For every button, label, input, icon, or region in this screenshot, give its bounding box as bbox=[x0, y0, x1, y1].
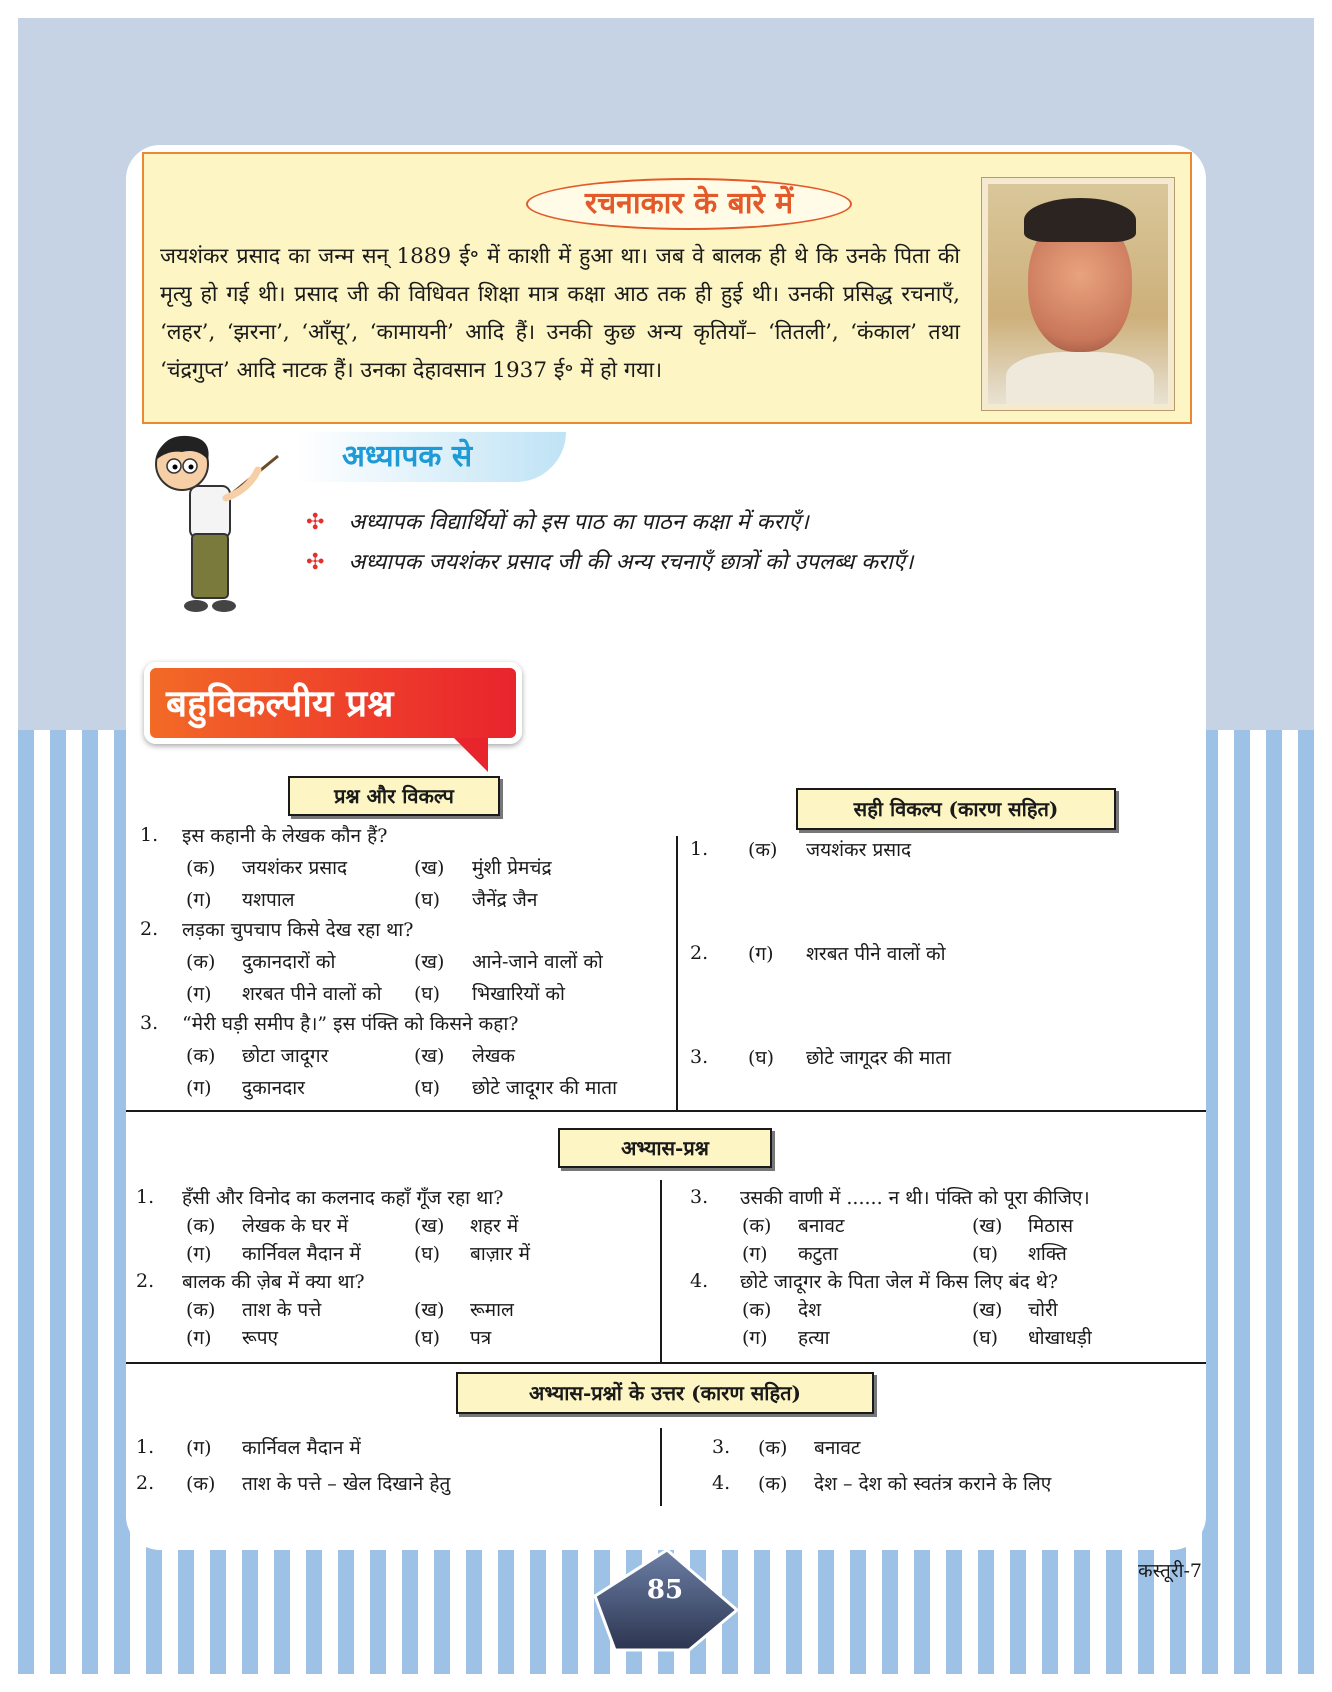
option-label: (क) bbox=[742, 1299, 772, 1321]
question-text: छोटे जादूगर के पिता जेल में किस लिए बंद थे? bbox=[740, 1271, 1059, 1293]
question-text: इस कहानी के लेखक कौन हैं? bbox=[182, 825, 388, 847]
question-text: उसकी वाणी में ...... न थी। पंक्ति को पूरा कीजिए। bbox=[740, 1187, 1090, 1209]
answer-option: (ग) bbox=[186, 1437, 212, 1459]
practice-label: अभ्यास-प्रश्न bbox=[558, 1128, 772, 1168]
option-text: कार्निवल मैदान में bbox=[242, 1243, 361, 1265]
question-text: बालक की ज़ेब में क्या था? bbox=[182, 1271, 365, 1293]
question-text: हँसी और विनोद का कलनाद कहाँ गूँज रहा था? bbox=[182, 1187, 504, 1209]
question-number: 2. bbox=[140, 918, 159, 940]
teacher-item bbox=[306, 546, 913, 576]
page-number-badge bbox=[593, 1548, 739, 1652]
answer-option: (क) bbox=[758, 1437, 788, 1459]
option-text: लेखक के घर में bbox=[242, 1215, 349, 1237]
option-label: (ग) bbox=[742, 1243, 768, 1265]
option-text: शहर में bbox=[470, 1215, 519, 1237]
teacher-heading: अध्यापक से bbox=[296, 432, 566, 482]
option-label: (क) bbox=[742, 1215, 772, 1237]
option-text: बाज़ार में bbox=[470, 1243, 530, 1265]
answer-number: 2. bbox=[690, 942, 709, 964]
option-text: शरबत पीने वालों को bbox=[242, 983, 382, 1005]
option-label: (घ) bbox=[414, 1243, 441, 1265]
answers-column-divider bbox=[660, 1428, 662, 1506]
option-label: (ख) bbox=[414, 1045, 445, 1067]
question-text: लड़का चुपचाप किसे देख रहा था? bbox=[182, 919, 414, 941]
answer-option: (घ) bbox=[748, 1047, 775, 1069]
answer-option: (ग) bbox=[748, 943, 774, 965]
question-number: 2. bbox=[136, 1270, 155, 1292]
portrait-hair bbox=[1024, 198, 1136, 242]
questions-label: प्रश्न और विकल्प bbox=[288, 776, 500, 816]
answer-text: ताश के पत्ते – खेल दिखाने हेतु bbox=[242, 1473, 451, 1495]
option-text: दुकानदार bbox=[242, 1077, 305, 1099]
option-text: हत्या bbox=[798, 1327, 830, 1349]
mcq-banner-tail bbox=[454, 738, 488, 772]
mcq-banner bbox=[134, 652, 534, 770]
practice-answers-label: अभ्यास-प्रश्नों के उत्तर (कारण सहित) bbox=[456, 1372, 874, 1414]
answer-number: 4. bbox=[712, 1472, 731, 1494]
option-text: धोखाधड़ी bbox=[1028, 1327, 1092, 1349]
section-divider bbox=[126, 1362, 1206, 1364]
question-number: 3. bbox=[690, 1186, 709, 1208]
answer-number: 3. bbox=[690, 1046, 709, 1068]
option-text: चोरी bbox=[1028, 1299, 1058, 1321]
option-label: (ख) bbox=[414, 857, 445, 879]
question-number: 3. bbox=[140, 1012, 159, 1034]
option-text: ताश के पत्ते bbox=[242, 1299, 322, 1321]
option-text: पत्र bbox=[470, 1327, 492, 1349]
portrait-shirt bbox=[1006, 352, 1154, 410]
answer-option: (क) bbox=[748, 839, 778, 861]
page-number: 85 bbox=[646, 1575, 684, 1605]
option-text: देश bbox=[798, 1299, 822, 1321]
question-number: 1. bbox=[140, 824, 159, 846]
option-label: (ग) bbox=[186, 983, 212, 1005]
option-text: यशपाल bbox=[242, 889, 295, 911]
option-text: रूपए bbox=[242, 1327, 279, 1349]
author-title: रचनाकार के बारे में bbox=[526, 178, 852, 230]
question-number: 1. bbox=[136, 1186, 155, 1208]
option-text: रूमाल bbox=[470, 1299, 514, 1321]
option-label: (ख) bbox=[414, 951, 445, 973]
option-label: (ग) bbox=[186, 1327, 212, 1349]
answer-number: 3. bbox=[712, 1436, 731, 1458]
option-label: (क) bbox=[186, 1045, 216, 1067]
answer-number: 1. bbox=[690, 838, 709, 860]
answer-text: कार्निवल मैदान में bbox=[242, 1437, 361, 1459]
option-label: (ख) bbox=[972, 1215, 1003, 1237]
option-text: जयशंकर प्रसाद bbox=[242, 857, 348, 879]
option-label: (ख) bbox=[972, 1299, 1003, 1321]
bullet-icon: ✣ bbox=[306, 510, 325, 535]
answer-number: 2. bbox=[136, 1472, 155, 1494]
practice-column-divider bbox=[660, 1180, 662, 1362]
answers-label: सही विकल्प (कारण सहित) bbox=[796, 788, 1116, 830]
author-box bbox=[142, 152, 1192, 424]
option-text: मुंशी प्रेमचंद्र bbox=[472, 857, 552, 879]
answer-number: 1. bbox=[136, 1436, 155, 1458]
option-text: आने-जाने वालों को bbox=[472, 951, 603, 973]
option-text: छोटा जादूगर bbox=[242, 1045, 329, 1067]
option-text: शक्ति bbox=[1028, 1243, 1067, 1265]
book-name: कस्तूरी-7 bbox=[1138, 1560, 1203, 1582]
option-label: (ख) bbox=[414, 1215, 445, 1237]
option-label: (ग) bbox=[742, 1327, 768, 1349]
question-number: 4. bbox=[690, 1270, 709, 1292]
option-label: (क) bbox=[186, 951, 216, 973]
author-bio: जयशंकर प्रसाद का जन्म सन् 1889 ई॰ में काशी में हुआ था। जब वे बालक ही थे कि उनके पिता की मृत्यु हो गई थी। प्रसाद जी की विधिवत शिक्षा मात्र कक्षा आठ तक ही हुई थी। उनकी प्रसिद्ध रचनाएँ, ‘लहर’, ‘झरना’, ‘आँसू’, ‘कामायनी’ आदि हैं। उनकी कुछ अन्य कृतियाँ– ‘तितली’, ‘कंकाल’ तथा ‘चंद्रगुप्त’ आदि नाटक हैं। उनका देहावसान 1937 ई॰ में हो गया। bbox=[160, 244, 960, 383]
option-label: (ख) bbox=[414, 1299, 445, 1321]
option-label: (क) bbox=[186, 1215, 216, 1237]
option-text: मिठास bbox=[1028, 1215, 1074, 1237]
option-text: बनावट bbox=[798, 1215, 845, 1237]
option-label: (घ) bbox=[414, 1327, 441, 1349]
mcq-column-divider bbox=[676, 836, 678, 1110]
answer-text: जयशंकर प्रसाद bbox=[806, 839, 912, 861]
option-text: कटुता bbox=[798, 1243, 838, 1265]
author-portrait bbox=[982, 178, 1174, 410]
option-label: (घ) bbox=[414, 889, 441, 911]
answer-text: शरबत पीने वालों को bbox=[806, 943, 946, 965]
teacher-item-text: अध्यापक विद्यार्थियों को इस पाठ का पाठन कक्षा में कराएँ। bbox=[348, 510, 809, 535]
bullet-icon: ✣ bbox=[306, 550, 325, 575]
teacher-item-text: अध्यापक जयशंकर प्रसाद जी की अन्य रचनाएँ छात्रों को उपलब्ध कराएँ। bbox=[348, 550, 914, 575]
option-text: दुकानदारों को bbox=[242, 951, 336, 973]
option-label: (क) bbox=[186, 1299, 216, 1321]
option-label: (घ) bbox=[972, 1243, 999, 1265]
answer-option: (क) bbox=[758, 1473, 788, 1495]
teacher-boy-illustration bbox=[138, 430, 288, 630]
answer-option: (क) bbox=[186, 1473, 216, 1495]
option-label: (ग) bbox=[186, 1243, 212, 1265]
option-text: छोटे जादूगर की माता bbox=[472, 1077, 618, 1099]
option-label: (ग) bbox=[186, 1077, 212, 1099]
option-text: लेखक bbox=[472, 1045, 516, 1067]
question-text: “मेरी घड़ी समीप है।” इस पंक्ति को किसने कहा? bbox=[182, 1013, 519, 1035]
answer-text: बनावट bbox=[814, 1437, 861, 1459]
option-label: (घ) bbox=[972, 1327, 999, 1349]
section-divider bbox=[126, 1110, 1206, 1112]
option-text: भिखारियों को bbox=[472, 983, 565, 1005]
teacher-item bbox=[306, 506, 809, 536]
option-label: (घ) bbox=[414, 983, 441, 1005]
mcq-banner-title: बहुविकल्पीय प्रश्न bbox=[144, 662, 522, 744]
answer-text: छोटे जागूदर की माता bbox=[806, 1047, 952, 1069]
option-label: (घ) bbox=[414, 1077, 441, 1099]
option-label: (ग) bbox=[186, 889, 212, 911]
option-text: जैनेंद्र जैन bbox=[472, 889, 538, 911]
option-label: (क) bbox=[186, 857, 216, 879]
answer-text: देश – देश को स्वतंत्र कराने के लिए bbox=[814, 1473, 1052, 1495]
